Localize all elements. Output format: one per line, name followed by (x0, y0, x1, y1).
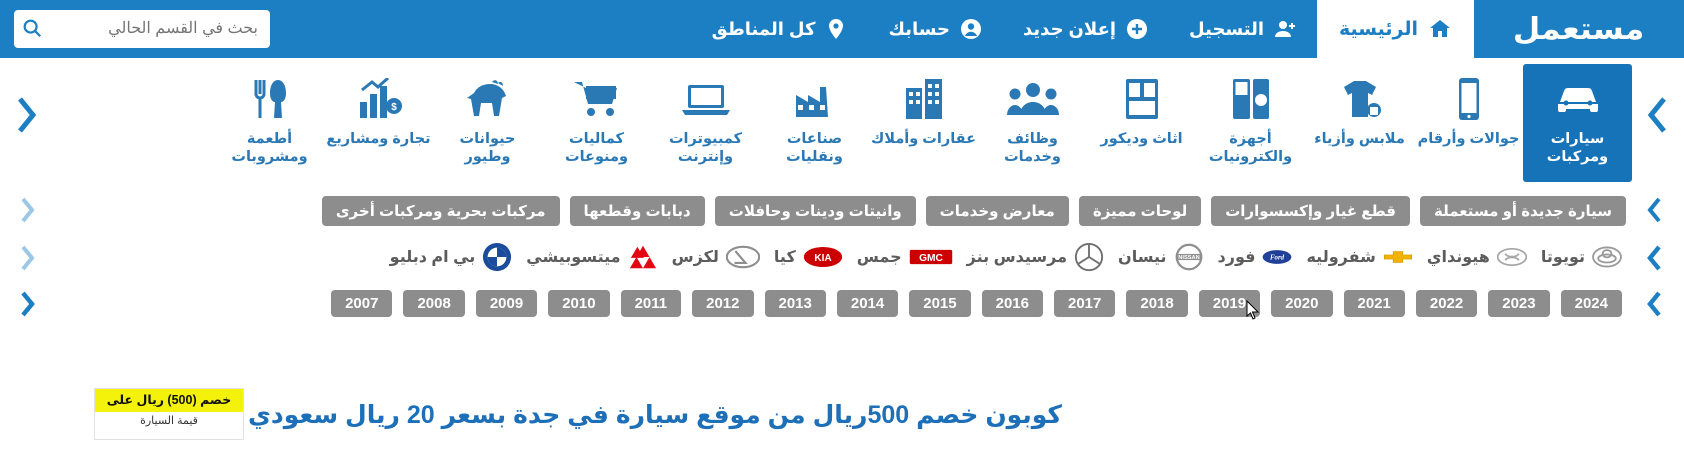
mercedes-logo (1074, 242, 1104, 272)
subcategory-scroll-right-arrow[interactable] (1640, 194, 1670, 226)
nissan-logo (1174, 242, 1204, 272)
category-jobs-services[interactable] (978, 64, 1087, 182)
category-computers-internet[interactable] (651, 64, 760, 182)
category-real-estate-label: عقارات وأملاك (871, 131, 976, 147)
search-input[interactable] (49, 12, 260, 46)
svg-text:KIA: KIA (814, 253, 832, 265)
category-animals-birds[interactable] (433, 64, 542, 182)
nav-item-register[interactable] (1169, 0, 1317, 58)
category-misc-label: كماليات ومنوعات (565, 131, 628, 166)
svg-text:NISSAN: NISSAN (1177, 255, 1200, 262)
subcategory-special-plates[interactable]: لوحات مميزة (1079, 196, 1201, 226)
promo-banner[interactable] (0, 370, 1684, 459)
svg-text:Ford: Ford (1270, 254, 1285, 262)
brand-nissan[interactable] (1118, 242, 1203, 272)
category-computers-internet-label: كمبيوترات وإنترنت (668, 131, 743, 166)
buildings-icon (902, 74, 946, 124)
year-2018[interactable]: 2018 (1126, 290, 1187, 317)
brand-bmw[interactable] (390, 242, 513, 272)
location-pin-icon (824, 17, 848, 41)
phone-icon (1452, 74, 1486, 124)
home-icon (1428, 17, 1452, 41)
brand-mitsubishi[interactable] (526, 242, 657, 272)
brand-lexus-label: لكزس (671, 249, 719, 266)
category-appliances-label: أجهزة والكترونيات (1208, 131, 1293, 166)
chevrolet-logo (1383, 242, 1413, 272)
category-strip (0, 64, 1684, 190)
year-2017[interactable]: 2017 (1054, 290, 1115, 317)
brand-toyota[interactable] (1541, 242, 1622, 272)
year-2013[interactable]: 2013 (765, 290, 826, 317)
year-2008[interactable]: 2008 (403, 290, 464, 317)
category-misc[interactable] (542, 64, 651, 182)
brand-lexus[interactable] (672, 242, 760, 272)
category-scroll-right-arrow[interactable] (1642, 92, 1676, 138)
brand-nissan-label: نيسان (1118, 249, 1167, 266)
year-2022[interactable]: 2022 (1416, 290, 1477, 317)
year-2007[interactable]: 2007 (331, 290, 392, 317)
category-clothes-label: ملابس وأزياء (1314, 131, 1405, 147)
category-animals-birds-label: حيوانات وطيور (459, 131, 516, 166)
brand-chevrolet-label: شفروليه (1306, 249, 1376, 266)
year-2023[interactable]: 2023 (1488, 290, 1549, 317)
nav-item-new-ad[interactable] (1003, 0, 1169, 58)
laptop-icon (680, 74, 732, 124)
year-2010[interactable]: 2010 (548, 290, 609, 317)
toyota-logo (1592, 242, 1622, 272)
year-2016[interactable]: 2016 (982, 290, 1043, 317)
gmc-logo (909, 242, 953, 272)
category-industry-transport-label: صناعات ونقليات (786, 131, 843, 166)
furniture-icon (1121, 74, 1163, 124)
category-clothes[interactable] (1305, 64, 1414, 182)
category-trade-projects[interactable] (324, 64, 433, 182)
top-navigation-bar (0, 0, 1684, 58)
year-2014[interactable]: 2014 (837, 290, 898, 317)
kia-logo (803, 242, 843, 272)
brand-kia[interactable] (774, 242, 843, 272)
year-scroll-left-arrow[interactable] (12, 288, 42, 320)
site-logo-text: مستعمل (1513, 12, 1645, 46)
category-phones-label: جوالات وأرقام (1417, 131, 1520, 147)
year-2015[interactable]: 2015 (909, 290, 970, 317)
year-2020[interactable]: 2020 (1271, 290, 1332, 317)
brand-bmw-label: بي ام دبليو (389, 249, 476, 266)
nav-item-home[interactable] (1317, 0, 1474, 58)
subcategory-scroll-left-arrow[interactable] (12, 194, 42, 226)
site-logo[interactable] (1474, 0, 1684, 58)
nav-item-all-regions[interactable] (692, 0, 869, 58)
coupon-subtext: قيمة السيارة (140, 415, 198, 427)
brand-ford[interactable] (1218, 242, 1293, 272)
subcategory-parts-accessories[interactable]: قطع غيار وإكسسوارات (1211, 196, 1410, 226)
category-food-drinks-label: أطعمة ومشروبات (231, 131, 308, 166)
year-row (0, 282, 1684, 324)
subcategory-marine-other[interactable]: مركبات بحرية ومركبات أخرى (322, 196, 560, 226)
nav-item-account-label: حسابك (888, 18, 951, 39)
subcategory-bikes-parts[interactable]: دبابات وقطعها (570, 196, 705, 226)
clothes-icon (1337, 74, 1383, 124)
brand-gmc-label: جمس (856, 249, 902, 266)
category-phones[interactable] (1414, 64, 1523, 182)
year-2012[interactable]: 2012 (692, 290, 753, 317)
category-industry-transport[interactable] (760, 64, 869, 182)
subcategory-row (0, 192, 1684, 230)
people-icon (1007, 74, 1059, 124)
brand-scroll-right-arrow[interactable] (1640, 242, 1670, 274)
brand-row (0, 234, 1684, 280)
plus-circle-icon (1125, 17, 1149, 41)
subcategory-vans-buses[interactable]: وانيتات ودينات وحافلات (715, 196, 916, 226)
brand-chevrolet[interactable] (1306, 242, 1412, 272)
brand-ford-label: فورد (1217, 249, 1256, 266)
brand-mercedes-label: مرسيدس بنز (966, 249, 1068, 266)
nav-item-register-label: التسجيل (1189, 18, 1265, 39)
nav-item-home-label: الرئيسية (1339, 18, 1418, 40)
lexus-logo (726, 242, 760, 272)
coupon-card (94, 388, 244, 440)
year-2024[interactable]: 2024 (1561, 290, 1622, 317)
brand-hyundai[interactable] (1427, 242, 1527, 272)
category-scroll-left-arrow[interactable] (8, 92, 42, 138)
category-appliances[interactable] (1196, 64, 1305, 182)
category-furniture[interactable] (1087, 64, 1196, 182)
nav-item-all-regions-label: كل المناطق (711, 18, 816, 39)
brand-gmc[interactable] (857, 242, 953, 272)
svg-text:GMC: GMC (918, 252, 943, 264)
category-food-drinks[interactable] (215, 64, 324, 182)
promo-banner-title: كوبون خصم 500ريال من موقع سيارة في جدة بسعر 20 ريال سعودي (248, 400, 1062, 429)
nav-item-new-ad-label: إعلان جديد (1023, 18, 1117, 39)
brand-mitsubishi-label: ميتسوبيشي (526, 249, 621, 266)
category-furniture-label: اثاث وديكور (1100, 131, 1183, 147)
year-2011[interactable]: 2011 (621, 290, 682, 317)
subcategory-used-new-car[interactable]: سيارة جديدة أو مستعملة (1420, 196, 1626, 226)
year-2009[interactable]: 2009 (476, 290, 537, 317)
food-icon (246, 74, 294, 124)
factory-icon (792, 74, 838, 124)
brand-mercedes[interactable] (967, 242, 1104, 272)
svg-text:$: $ (390, 102, 397, 113)
nav-item-account[interactable] (868, 0, 1003, 58)
car-icon (1552, 74, 1604, 124)
category-real-estate[interactable] (869, 64, 978, 182)
cart-icon (572, 74, 622, 124)
bmw-logo (482, 242, 512, 272)
mitsubishi-logo (628, 242, 658, 272)
coupon-discount-text: خصم (500) ريال على (95, 389, 243, 412)
brand-kia-label: كيا (773, 249, 796, 266)
category-cars-label: سيارات ومركبات (1546, 131, 1609, 166)
year-2021[interactable]: 2021 (1344, 290, 1405, 317)
user-circle-icon (959, 17, 983, 41)
appliances-icon (1229, 74, 1273, 124)
search-icon (21, 17, 43, 42)
year-2019[interactable]: 2019 (1199, 290, 1260, 317)
chart-money-icon (356, 74, 402, 124)
hyundai-logo (1497, 242, 1527, 272)
subcategory-showrooms-services[interactable]: معارض وخدمات (926, 196, 1069, 226)
ford-logo (1262, 242, 1292, 272)
search-box[interactable] (14, 10, 270, 48)
brand-toyota-label: تويوتا (1540, 249, 1585, 266)
category-jobs-services-label: وظائف وخدمات (1004, 131, 1061, 166)
animal-icon (462, 74, 514, 124)
brand-scroll-left-arrow[interactable] (12, 242, 42, 274)
category-trade-projects-label: تجارة ومشاريع (326, 131, 431, 147)
search-button[interactable] (15, 12, 49, 46)
user-add-icon (1273, 17, 1297, 41)
category-cars[interactable] (1523, 64, 1632, 182)
brand-hyundai-label: هيونداي (1426, 249, 1490, 266)
year-scroll-right-arrow[interactable] (1640, 288, 1670, 320)
